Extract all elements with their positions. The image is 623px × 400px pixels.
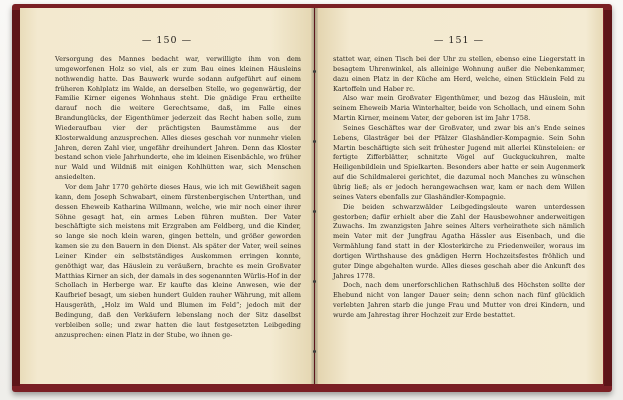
right-paragraph-4: Die beiden schwarzwälder Leibgedingsleute waren unterdessen gestorben; dafür erhielt aber die Zahl der Hausbewohner anderweitigen Zuwachs. Im zwanzigsten Jahre seines Alters verheirathete sich nämlich mein Vater mit der Jungfrau Agatha Hässler aus Eisenbach, und die Vermählung fand statt in der Klosterkirche zu Friedenweiler, woraus im dortigen Wirthshause des gnädigen Herrn Hochzeitsfestes fröhlich und guter Dinge abgehalten wurde. Alles dieses geschah aber die Ankunft des Jahres 1778. (333, 202, 585, 280)
right-paragraph-2: Also war mein Großvater Eigenthümer, und bezog das Häuslein, mit seinem Eheweib Maria Winterhalter, beide von Schollach, und einem Sohn Martin Kirner, meinem Vater, der geboren ist im Jahr 1758. (333, 94, 585, 123)
left-paragraph-1: Versorgung des Mannes bedacht war, verwilligte ihm von dem umgeworfenen Holz so viel, als er zum Bau eines kleinen Häusleins nothwendig hatte. Das Bauwerk wurde sodann aufgeführt auf einem früheren Kohlplatz im Walde, an derselben Stelle, wo gegenwärtig, der Familie Kirner eigenes Wohnhaus steht. Die gnädige Frau ertheilte darauf noch die weitere Gerechtsame, daß, im Falle eines Brandunglücks, der Eigenthümer jederzeit das Recht haben solle, zum Wiederaufbau vier der prächtigsten Baumstämme aus der Klosterwaldung anzusprechen. Alles dieses geschah vor nunmehr vielen Jahren, deren Zahl vier, ungefähr dreihundert Jahren. Denn das Kloster bestand schon viele Jahrhunderte, ehe im kleinen Eisenbächle, wo früher nur Wald und Wildniß mit einigen Kohlhütten war, sich Menschen ansiedelten. (55, 55, 301, 182)
right-page (315, 8, 603, 384)
cover-edge-right (604, 10, 612, 386)
binding-stitch (313, 70, 316, 73)
right-paragraph-5: Doch, nach dem unerforschlichen Rathschluß des Höchsten sollte der Ehebund nicht von langer Dauer sein; denn schon nach fünf glücklich verlebten Jahren starb die junge Frau und Mutter von drei Kindern, und wurde am Jahrestag ihrer Hochzeit zur Erde bestattet. (333, 281, 585, 319)
right-paragraph-3: Seines Geschäftes war der Großvater, und zwar bis an's Ende seines Lebens, Glasträger bei der Pfälzer Glashändler-Kompagnie. Sein Sohn Martin beschäftigte sich seit frühester Jugend mit allerlei Künsteleien: er fertigte Zifferblätter, schnitzte Vögel auf Guckguckuhren, malte Heiligenbildlein und Spielkarten. Besonders aber hatte er sein Augenmerk auf die Schildmalerei gerichtet, die dazumal noch Manches zu wünschen übrig ließ; als er jedoch herangewachsen war, kam er nach dem Willen seines Vaters ebenfalls zur Glashändler-Kompagnie. (333, 123, 585, 201)
right-page-number: — 151 — (433, 35, 485, 46)
binding-stitch (313, 350, 316, 353)
binding-stitch (313, 280, 316, 283)
binding-stitch (313, 210, 316, 213)
left-page (20, 8, 314, 384)
left-page-number: — 150 — (141, 35, 193, 46)
left-paragraph-2: Vor dem Jahr 1770 gehörte dieses Haus, wie ich mit Gewißheit sagen kann, dem Joseph Schwabart, einem fürstenbergischen Unterthan, und dessen Eheweib Katharina Willmann, welche, wie mir noch einer ihrer Söhne gesagt hat, ein armes Leben führen mußten. Der Vater beschäftigte sich meistens mit Erzgraben am Feldberg, und die Kinder, so lange sie noch klein waren, gingen betteln, und größer geworden kamen sie zu den Bauern in den Dienst. Als später der Vater, weil seines Leiner Kinder ein selbstständiges Auskommen erringen konnte, genöthigt war, das Häuslein zu veräußern, brachte es mein Großvater Matthias Kirner an sich, der damals in des sogenannten Würlis-Hof in der Schollach in Herberge war. Er kaufte das kleine Anwesen, wie der Kaufbrief besagt, um sieben hundert Gulden rauher Währung, mit allem Hausgeräth, „Holz im Wald und Blumen im Feld“; jedoch mit der Bedingung, daß den Verkäufern lebenslang noch der Sitz daselbst verbleiben solle; und zwar hatten die laut festgesetzten Leibgeding anzusprechen: einen Platz in der Stube, wo ihnen ge- (55, 182, 301, 339)
left-page-text (55, 55, 301, 340)
binding-stitch (313, 140, 316, 143)
book-gutter (311, 8, 318, 384)
right-paragraph-1: stattet war, einen Tisch bei der Uhr zu stellen, ebenso eine Liegerstatt in besagtem Uhrenwinkel, als alleinige Wohnung außer die Nebenkammer, dazu einen Platz in der Küche am Herd, welche, einen Stücklein Feld zu Kartoffeln und Haber rc. (333, 55, 585, 93)
cover-edge-left (12, 10, 20, 386)
right-page-text (333, 55, 585, 321)
